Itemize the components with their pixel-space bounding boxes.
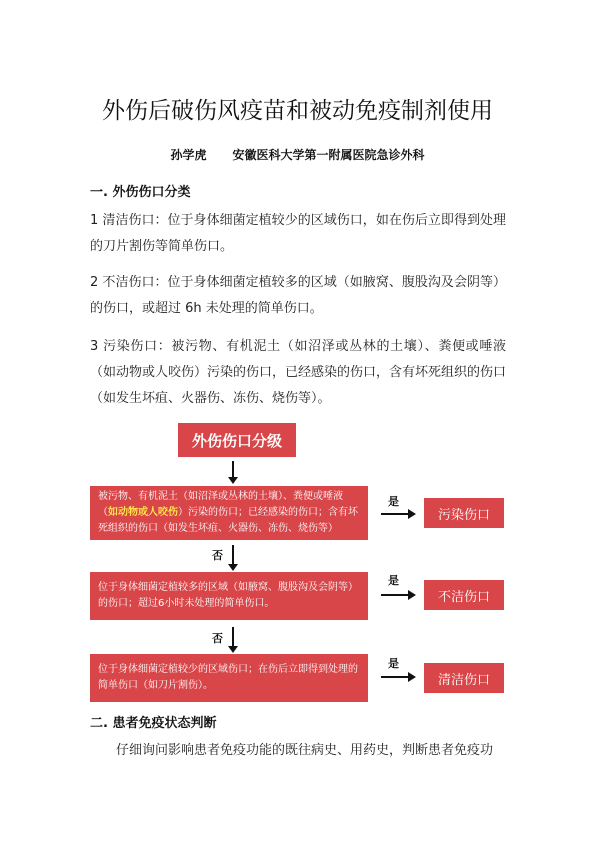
arrow-right-3 [381,676,409,678]
flowchart-box-unclean [90,572,368,620]
paragraph-clean-wound: 1 清洁伤口：位于身体细菌定植较少的区域伤口，如在伤后立即得到处理的刀片割伤等简单伤口。 [90,213,506,254]
box3-text: 位于身体细菌定植较少的区域伤口；在伤后立即得到处理的简单伤口（如刀片割伤）。 [98,664,358,691]
section-2-heading: 二. 患者免疫状态判断 [90,716,217,731]
author-name: 孙学虎 [170,148,207,162]
author-affiliation: 安徽医科大学第一附属医院急诊外科 [232,148,425,162]
box1-text-highlight: 如动物或人咬伤 [108,507,178,518]
arrow-right-1 [381,513,409,515]
author-line [0,146,595,163]
flowchart-box-contaminated [90,486,368,540]
arrow-down-3 [232,627,234,647]
result-unclean: 不洁伤口 [424,580,504,610]
arrow-down-2 [232,545,234,565]
yes-label-2: 是 [388,574,399,587]
section-1-heading: 一. 外伤伤口分类 [90,185,191,200]
no-label-1: 否 [212,549,223,562]
yes-label-3: 是 [388,657,399,670]
no-label-2: 否 [212,632,223,645]
paragraph-immune-status: 仔细询问影响患者免疫功能的既往病史、用药史，判断患者免疫功 [116,743,494,758]
box1-text-post: ）污染的伤口；已经感染的伤口；含有坏死组织的伤口（如发生坏疽、火器伤、冻伤、烧伤等） [98,507,358,534]
flowchart-title: 外伤伤口分级 [178,423,296,457]
box2-text: 位于身体细菌定植较多的区域（如腋窝、腹股沟及会阴等）的伤口；超过6小时未处理的简单伤口。 [98,582,358,609]
flowchart-box-clean [90,654,368,702]
box1-text-pre: 被污物、有机泥土（如沼泽或丛林的土壤）、粪便或唾液（ [98,491,343,518]
page-title: 外伤后破伤风疫苗和被动免疫制剂使用 [102,98,493,124]
paragraph-unclean-wound: 2 不洁伤口：位于身体细菌定植较多的区域（如腋窝、腹股沟及会阴等）的伤口，或超过 6h 未处理的简单伤口。 [90,275,506,316]
result-clean: 清洁伤口 [424,663,504,693]
arrow-down-1 [232,461,234,478]
arrow-right-2 [381,594,409,596]
paragraph-contaminated-wound: 3 污染伤口：被污物、有机泥土（如沼泽或丛林的土壤）、粪便或唾液（如动物或人咬伤）污染的伤口，已经感染的伤口，含有坏死组织的伤口（如发生坏疽、火器伤、冻伤、烧伤等）。 [90,339,507,406]
yes-label-1: 是 [388,495,399,508]
result-contaminated: 污染伤口 [424,498,504,528]
